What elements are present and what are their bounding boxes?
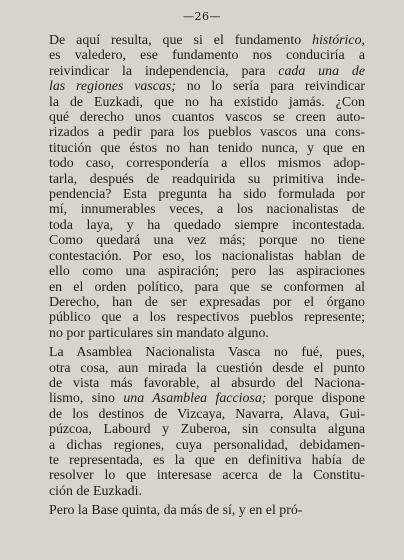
text-run: La Asamblea Nacionalista Vasca no fué, pues, <box>49 345 365 361</box>
text-run: lismo, sino <box>49 391 124 407</box>
text-line <box>28 79 365 94</box>
text-line <box>28 391 365 406</box>
text-line <box>28 453 365 468</box>
text-line <box>28 218 365 233</box>
text-line <box>28 438 365 453</box>
paragraph <box>28 345 365 499</box>
text-run: a dichas regiones, cuya personalidad, debidamen- <box>49 437 365 453</box>
text-run: reivindicar la independencia, para <box>49 63 279 79</box>
text-run: no lo sería para reivindicar <box>175 79 365 95</box>
text-run: público que a los respectivos pueblos represente; <box>49 310 365 326</box>
text-line <box>28 110 365 125</box>
text-run: de vista más favorable, al absurdo del Naciona- <box>49 375 365 391</box>
text-run: De aquí resulta, que si el fundamento <box>49 33 313 48</box>
text-line <box>28 64 365 79</box>
text-run: tarla, después de readquirida su primitiva inde- <box>49 171 365 187</box>
text-line <box>28 264 365 279</box>
text-line <box>28 141 365 156</box>
italic-text: una Asamblea facciosa; <box>123 391 267 407</box>
text-line <box>28 233 365 248</box>
text-run: resolver lo que interesase acerca de la Constitu- <box>49 468 365 484</box>
text-run: la de Euzkadi, que no ha existido jamás. ¿Con <box>49 94 365 110</box>
text-run: Como quedará una vez más; porque no tiene <box>49 233 365 249</box>
text-line <box>28 361 365 376</box>
text-run: rizados a pedir para los pueblos vascos una cons- <box>49 125 365 141</box>
text-run: te representada, es la que en definitiva había de <box>49 452 365 468</box>
text-run: mí, innumerables veces, a los nacionalistas de <box>49 202 365 218</box>
text-line <box>28 249 365 264</box>
paragraph <box>28 33 365 341</box>
text-line <box>28 422 365 437</box>
text-run: porque dispone <box>266 391 365 407</box>
text-run: ello como una aspiración; pero las aspiraciones <box>49 264 365 280</box>
text-run: contestación. Por eso, los nacionalistas hablan de <box>49 248 365 264</box>
text-run: titución que éstos no han tenido nunca, y que en <box>49 140 365 156</box>
text-line <box>28 280 365 295</box>
text-line <box>28 187 365 202</box>
italic-text: histórico, <box>312 33 365 48</box>
text-line <box>28 295 365 310</box>
body-text <box>28 33 365 523</box>
text-line <box>28 326 365 341</box>
paragraph <box>28 503 365 518</box>
text-line <box>28 484 365 499</box>
text-run: no por particulares sin mandato alguno. <box>49 325 269 341</box>
text-line <box>28 407 365 422</box>
text-line <box>28 503 365 518</box>
text-line <box>28 33 365 48</box>
text-line <box>28 156 365 171</box>
text-run: Pero la Base quinta, da más de sí, y en el pró- <box>49 503 303 519</box>
text-run: en el orden político, para que se conformen al <box>49 279 365 295</box>
text-run: púzcoa, Labourd y Zuberoa, sin consulta alguna <box>49 422 365 438</box>
text-run: qué derecho unos cuantos vascos se creen auto- <box>49 110 365 126</box>
text-run: toda laya, y ha quedado siempre incontestada. <box>49 217 365 233</box>
text-line <box>28 202 365 217</box>
text-line <box>28 95 365 110</box>
text-line <box>28 468 365 483</box>
text-run: pendencia? Esta pregunta ha sido formulada por <box>49 187 365 203</box>
text-run: es valedero, ese fundamento nos conduciría a <box>49 48 365 64</box>
page-number: —26— <box>183 10 221 23</box>
text-line <box>28 345 365 360</box>
text-line <box>28 310 365 325</box>
italic-text: cada una de <box>278 63 365 79</box>
text-line <box>28 48 365 63</box>
text-run: Derecho, han de ser expresadas por el órgano <box>49 294 365 310</box>
text-run: otra cosa, aun mirada la cuestión desde el punto <box>49 360 365 376</box>
text-line <box>28 376 365 391</box>
text-run: todo caso, correspondería a ellos mismos adop- <box>49 156 365 172</box>
text-run: de los destinos de Vizcaya, Navarra, Alava, Gui- <box>49 406 365 422</box>
text-line <box>28 172 365 187</box>
text-line <box>28 125 365 140</box>
italic-text: las regiones vascas; <box>49 79 176 95</box>
text-run: ción de Euzkadi. <box>49 483 142 499</box>
